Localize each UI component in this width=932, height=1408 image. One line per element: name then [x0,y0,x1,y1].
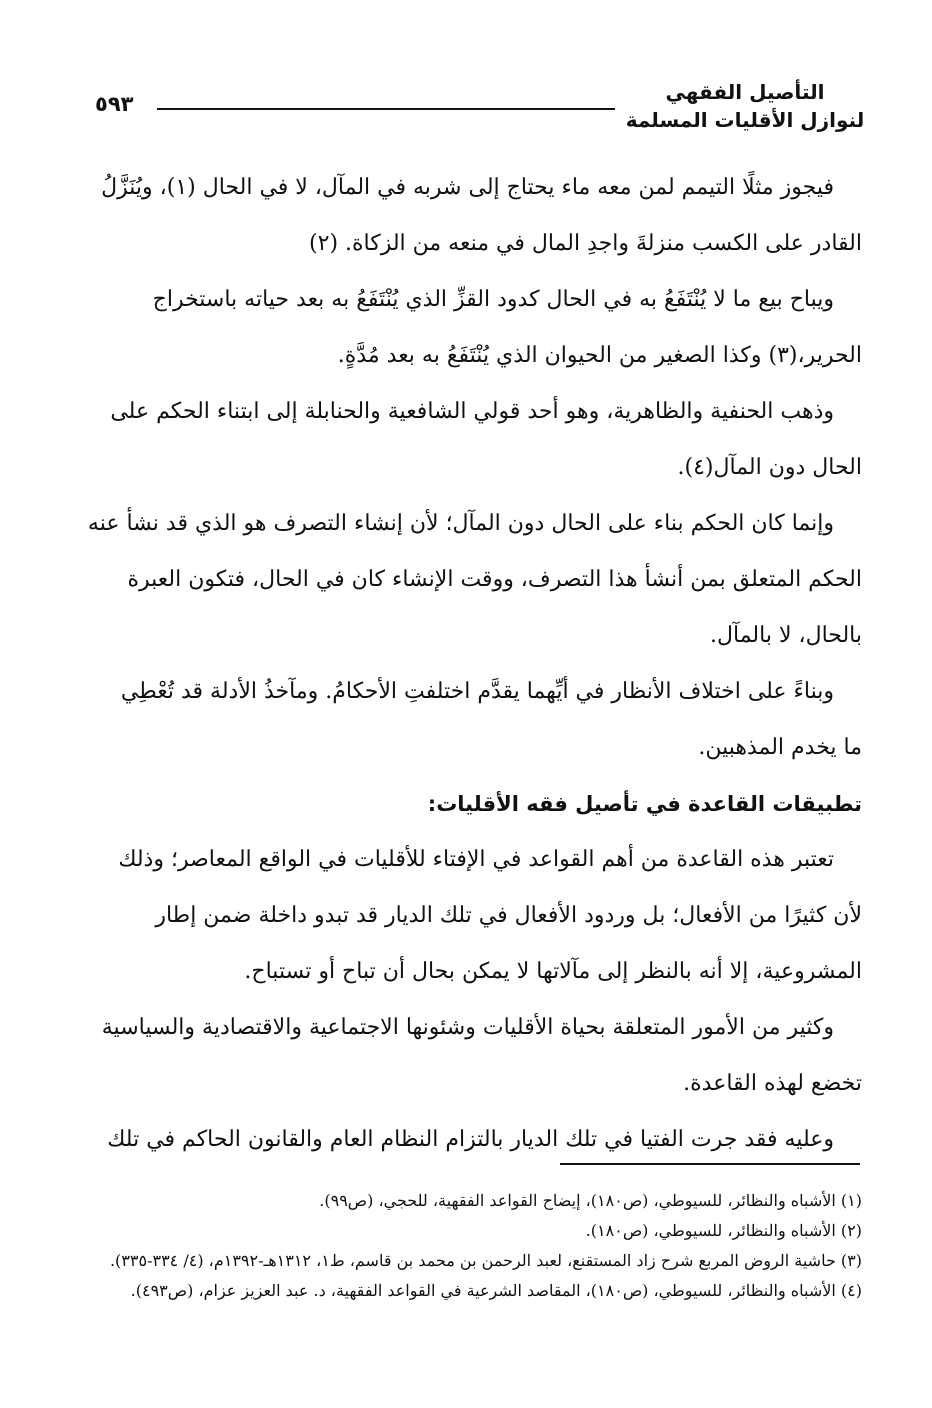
paragraph-2: ويباح بيع ما لا يُنْتَفَعُ به في الحال كدود القزِّ الذي يُنْتَفَعُ به بعد حياته باستخراج الحرير،(٣) وكذا الصغير من الحيوان الذي يُنْتَفَعُ به بعد مُدَّةٍ. [152,287,862,368]
main-text [80,160,862,1168]
running-title [625,78,865,134]
footnotes [80,1186,862,1306]
header-rule [157,108,615,110]
running-title-line-1: التأصيل الفقهي [665,80,825,104]
footnote-4: (٤) الأشباه والنظائر، للسيوطي، (ص١٨٠)، المقاصد الشرعية في القواعد الفقهية، د. عبد العزيز عزام، (ص٤٩٣). [130,1281,862,1300]
section-heading: تطبيقات القاعدة في تأصيل فقه الأقليات: [427,792,862,816]
paragraph-8: وعليه فقد جرت الفتيا في تلك الديار بالتزام النظام العام والقانون الحاكم في تلك [107,1127,834,1152]
footnote-3: (٣) حاشية الروض المربع شرح زاد المستقنع، لعبد الرحمن بن محمد بن قاسم، ط١، ١٣١٢هـ-١٣٩٢م، (٤/ ٣٣٤-٣٣٥). [109,1251,862,1270]
footnote-separator [560,1163,860,1165]
paragraph-4: وإنما كان الحكم بناء على الحال دون المآل؛ لأن إنشاء التصرف هو الذي قد نشأ عنه الحكم المتعلق بمن أنشأ هذا التصرف، ووقت الإنشاء كان في الحال، فتكون العبرة بالحال، لا بالمآل. [87,511,862,648]
footnote-2: (٢) الأشباه والنظائر، للسيوطي، (ص١٨٠). [585,1221,862,1240]
paragraph-7: وكثير من الأمور المتعلقة بحياة الأقليات وشئونها الاجتماعية والاقتصادية والسياسية تخضع لهذه القاعدة. [101,1015,862,1096]
paragraph-3: وذهب الحنفية والظاهرية، وهو أحد قولي الشافعية والحنابلة إلى ابتناء الحكم على الحال دون المآل(٤). [110,399,862,480]
footnote-1: (١) الأشباه والنظائر، للسيوطي، (ص١٨٠)، إيضاح القواعد الفقهية، للحجي، (ص٩٩). [319,1191,862,1210]
page-number: ٥٩٣ [95,92,134,116]
paragraph-6: تعتبر هذه القاعدة من أهم القواعد في الإفتاء للأقليات في الواقع المعاصر؛ وذلك لأن كثيرًا من الأفعال؛ بل وردود الأفعال في تلك الديار قد تبدو داخلة ضمن إطار المشروعية، إلا أنه بالنظر إلى مآلاتها لا يمكن بحال أن تباح أو تستباح. [118,847,862,984]
running-title-line-2: لنوازل الأقليات المسلمة [625,108,865,132]
running-header [95,78,865,148]
paragraph-5: وبناءً على اختلاف الأنظار في أيِّهما يقدَّم اختلفتِ الأحكامُ. ومآخذُ الأدلة قد تُعْطِي ما يخدم المذهبين. [120,679,862,760]
paragraph-1: فيجوز مثلًا التيمم لمن معه ماء يحتاج إلى شربه في المآل، لا في الحال (١)، ويُنَزَّلُ القادر على الكسب منزلةَ واجدِ المال في منعه من الزكاة. (٢) [101,175,862,256]
